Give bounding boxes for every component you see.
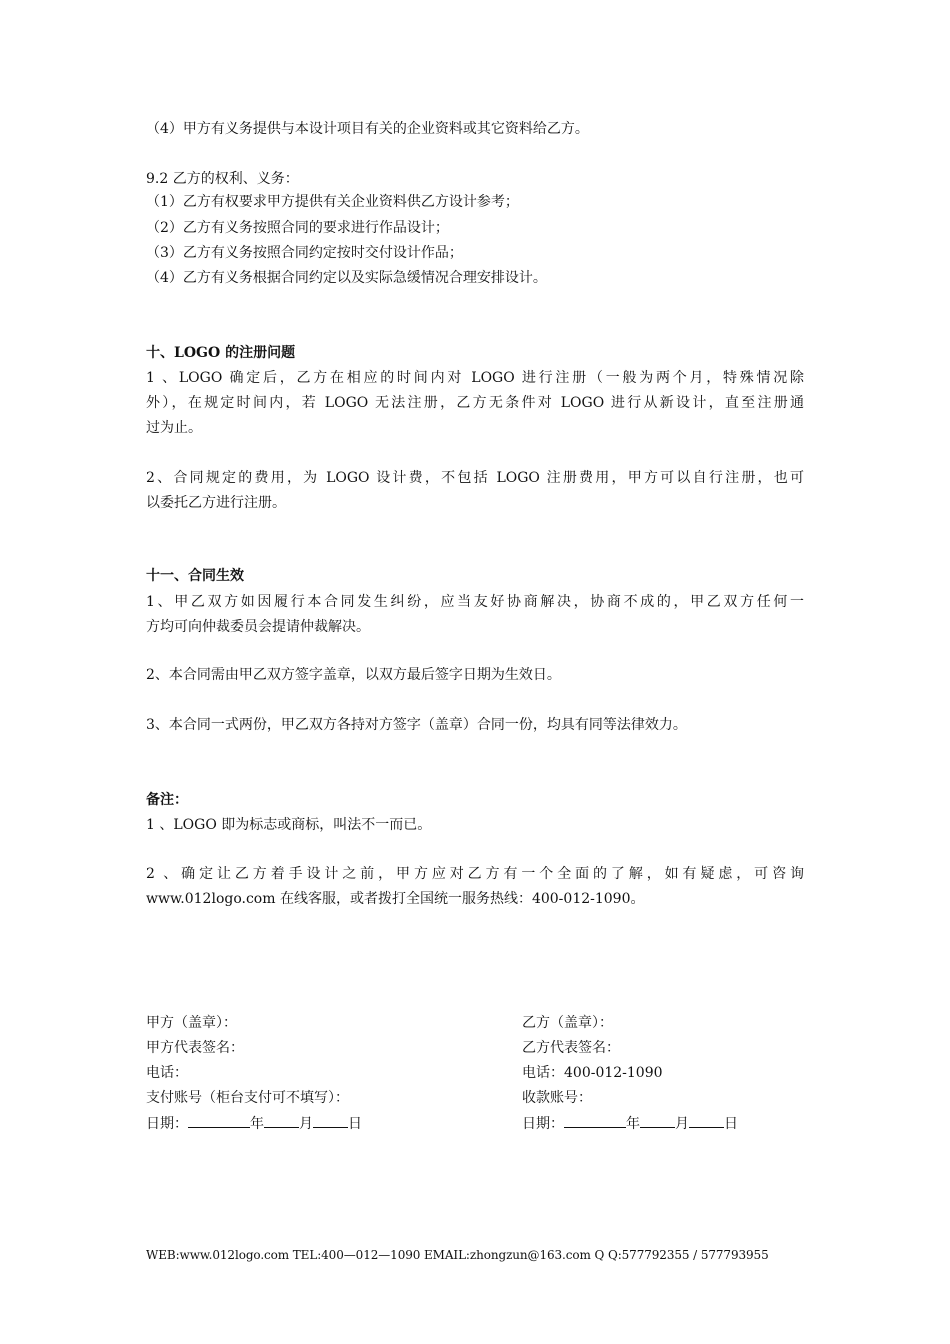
party-b-account-label: 收款账号：	[522, 1090, 592, 1106]
party-a-seal-label: 甲方（盖章）：	[146, 1015, 237, 1031]
party-b-year-blank[interactable]	[564, 1113, 626, 1128]
party-b-seal-label: 乙方（盖章）：	[522, 1015, 613, 1031]
section-10-title: 十、LOGO 的注册问题	[146, 345, 296, 361]
party-a-year-label: 年	[250, 1116, 264, 1132]
party-a-rep-label: 甲方代表签名：	[146, 1040, 244, 1056]
section-11-para-1-line-1: 1、甲乙双方如因履行本合同发生纠纷，应当友好协商解决，协商不成的，甲乙双方任何一	[146, 594, 804, 610]
party-a-date-line	[146, 1113, 362, 1134]
party-b-item-1: （1）乙方有权要求甲方提供有关企业资料供乙方设计参考；	[146, 194, 519, 210]
party-b-rep-label: 乙方代表签名：	[522, 1040, 620, 1056]
party-a-account-label: 支付账号（柜台支付可不填写）：	[146, 1090, 349, 1106]
page-footer: WEB:www.012logo.com TEL:400—012—1090 EMAIL:zhongzun@163.com Q Q:577792355 / 577793955	[146, 1248, 769, 1262]
party-a-month-blank[interactable]	[264, 1113, 299, 1128]
section-10-para-1-line-1: 1 、LOGO 确定后，乙方在相应的时间内对 LOGO 进行注册（一般为两个月，特殊情况除	[146, 370, 804, 386]
party-a-year-blank[interactable]	[188, 1113, 250, 1128]
party-a-obligation-4: （4）甲方有义务提供与本设计项目有关的企业资料或其它资料给乙方。	[146, 121, 589, 137]
party-b-month-blank[interactable]	[640, 1113, 675, 1128]
party-b-date-line	[522, 1113, 738, 1134]
party-b-date-label: 日期：	[522, 1116, 564, 1132]
party-a-date-label: 日期：	[146, 1116, 188, 1132]
party-b-year-label: 年	[626, 1116, 640, 1132]
party-b-day-blank[interactable]	[689, 1113, 724, 1128]
section-10-para-2-line-2: 以委托乙方进行注册。	[146, 495, 286, 511]
section-11-para-3: 3、本合同一式两份，甲乙双方各持对方签字（盖章）合同一份，均具有同等法律效力。	[146, 717, 687, 733]
party-a-day-blank[interactable]	[313, 1113, 348, 1128]
party-b-day-label: 日	[724, 1116, 738, 1132]
section-11-para-1-line-2: 方均可向仲裁委员会提请仲裁解决。	[146, 619, 370, 635]
party-b-rights-heading: 9.2 乙方的权利、义务：	[146, 171, 299, 187]
section-10-para-1-line-2: 外），在规定时间内，若 LOGO 无法注册，乙方无条件对 LOGO 进行从新设计，直至注册通	[146, 395, 804, 411]
section-11-para-2: 2、本合同需由甲乙双方签字盖章，以双方最后签字日期为生效日。	[146, 667, 561, 683]
party-a-phone-label: 电话：	[146, 1065, 188, 1081]
section-11-title: 十一、合同生效	[146, 568, 244, 584]
party-b-month-label: 月	[675, 1116, 689, 1132]
note-2-line-2: www.012logo.com 在线客服，或者拨打全国统一服务热线：400-012-1090。	[146, 891, 645, 907]
party-b-item-2: （2）乙方有义务按照合同的要求进行作品设计；	[146, 220, 449, 236]
party-a-month-label: 月	[299, 1116, 313, 1132]
party-b-item-3: （3）乙方有义务按照合同约定按时交付设计作品；	[146, 245, 463, 261]
section-10-para-2-line-1: 2、合同规定的费用，为 LOGO 设计费，不包括 LOGO 注册费用，甲方可以自行注册，也可	[146, 470, 804, 486]
section-10-para-1-line-3: 过为止。	[146, 420, 202, 436]
party-b-item-4: （4）乙方有义务根据合同约定以及实际急缓情况合理安排设计。	[146, 270, 547, 286]
party-b-phone-label: 电话：400-012-1090	[522, 1065, 663, 1081]
party-a-day-label: 日	[348, 1116, 362, 1132]
notes-title: 备注：	[146, 792, 188, 808]
note-2-line-1: 2 、确定让乙方着手设计之前，甲方应对乙方有一个全面的了解，如有疑虑，可咨询	[146, 866, 804, 882]
note-1: 1 、LOGO 即为标志或商标，叫法不一而已。	[146, 817, 432, 833]
